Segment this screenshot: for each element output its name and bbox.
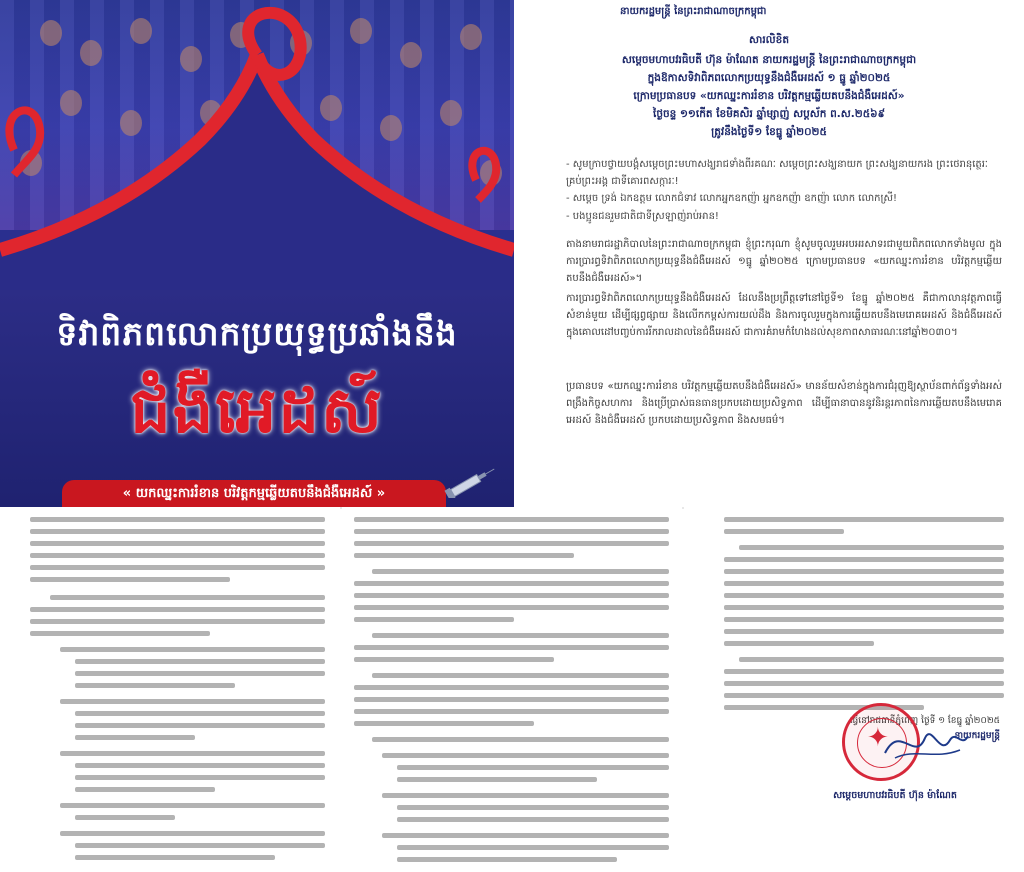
- official-seal: ✦: [842, 703, 920, 781]
- poster-title-main: ជំងឺអេដស៍: [130, 373, 384, 448]
- greeting-line: - សូមក្រាបថ្វាយបង្គំសម្តេចព្រះមហាសង្ឃរាជទាំងពីរគណៈ សម្តេចព្រះសង្ឃនាយក ព្រះសង្ឃនាយករង ព្រះថេរានុត្ថេរៈគ្រប់ព្រះអង្គ ជាទីគោរពសក្ការៈ!: [566, 159, 988, 187]
- page-2-text-lines: [0, 507, 340, 872]
- greeting-line: - បងប្អូនជនរួមជាតិជាទីស្រឡាញ់រាប់អាន!: [566, 211, 719, 222]
- letter-page-3: [342, 507, 682, 872]
- poster-image: [0, 0, 514, 507]
- letter-paragraph: ប្រធានបទ «យកឈ្នះការរំខាន បរិវត្តកម្មឆ្លើយតបនឹងជំងឺអេដស៍» មានន័យសំខាន់ក្នុងការជំរុញឱ្យស្ថាប័នពាក់ព័ន្ធទាំងអស់ពង្រឹងកិច្ចសហការ និងប្រើប្រាស់ធនធានប្រកបដោយប្រសិទ្ធភាព ដើម្បីធានាបាននូវនិរន្តរភាពនៃការឆ្លើយតបនឹងមេរោគអេដស៍ និងជំងឺអេដស៍ ប្រកបដោយប្រសិទ្ធភាព និងសមធម៌។: [566, 381, 1002, 426]
- signatory-name: សម្តេចមហាបវរធិបតី ហ៊ុន ម៉ាណែត: [833, 790, 957, 801]
- page-3-text-lines: [342, 507, 682, 872]
- letter-page-2: [0, 507, 340, 872]
- poster-theme: « យកឈ្នះការរំខាន បរិវត្តកម្មឆ្លើយតបនឹងជំងឺអេដស៍ »: [62, 480, 446, 507]
- letter-title-line: ក្រោមប្រធានបទ «យកឈ្នះការរំខាន បរិវត្តកម្មឆ្លើយតបនឹងជំងឺអេដស៍»: [633, 90, 905, 102]
- poster-title: ទិវាពិភពលោកប្រយុទ្ធប្រឆាំងនឹង: [56, 314, 458, 353]
- letter-header: នាយករដ្ឋមន្ត្រី នៃព្រះរាជាណាចក្រកម្ពុជា: [620, 6, 767, 17]
- letter-title-line: សម្តេចមហាបវរធិបតី ហ៊ុន ម៉ាណែត នាយករដ្ឋមន្ត្រី នៃព្រះរាជាណាចក្រកម្ពុជា: [621, 54, 917, 66]
- letter-title-line: ត្រូវនឹងថ្ងៃទី១ ខែធ្នូ ឆ្នាំ២០២៥: [711, 126, 827, 138]
- page-4-text-lines: [684, 507, 1024, 872]
- letter-paragraph: ការប្រារព្ធទិវាពិភពលោកប្រយុទ្ធនឹងជំងឺអេដស៍ ដែលនឹងប្រព្រឹត្តទៅនៅថ្ងៃទី១ ខែធ្នូ ឆ្នាំ២០២៥ គឺជាកាលានុវត្តភាពធ្វើសំខាន់មួយ ដើម្បីផ្សព្វផ្សាយ និងលើកកម្ពស់ការយល់ដឹង និងការចូលរួមក្នុងការឆ្លើយតបនឹងមេរោគអេដស៍ និងជំងឺអេដស៍ ក្នុងគោលដៅបញ្ចប់ការរីករាលដាលនៃជំងឺអេដស៍ ជាការគំរាមកំហែងដល់សុខភាពសាធារណៈនៅឆ្នាំ២០៣០។: [566, 293, 1002, 338]
- syringe-icon: [440, 468, 500, 498]
- letter-page-4: [684, 507, 1024, 872]
- letter-title: សារលិខិត: [749, 34, 789, 46]
- signature-office: នាយករដ្ឋមន្ត្រី: [954, 731, 1000, 741]
- handwritten-signature: [880, 718, 970, 768]
- letter-paragraph: តាងនាមរាជរដ្ឋាភិបាលនៃព្រះរាជាណាចក្រកម្ពុជា ខ្ញុំព្រះករុណា ខ្ញុំសូមចូលរួមអបអរសាទរជាមួយពិភពលោកទាំងមូល ក្នុងការប្រារព្ធទិវាពិភពលោកប្រយុទ្ធនឹងជំងឺអេដស៍ ១ធ្នូ ឆ្នាំ២០២៥ ក្រោមប្រធានបទ «យកឈ្នះការរំខាន បរិវត្តកម្មឆ្លើយតបនឹងជំងឺអេដស៍»។: [566, 239, 1002, 284]
- letter-title-line: ក្នុងឱកាសទិវាពិភពលោកប្រយុទ្ធនឹងជំងឺអេដស៍ ១ ធ្នូ ឆ្នាំ២០២៥: [647, 72, 891, 84]
- greeting-line: - សម្តេច ទ្រង់ ឯកឧត្តម លោកជំទាវ លោកអ្នកឧកញ៉ា អ្នកឧកញ៉ា ឧកញ៉ា លោក លោកស្រី!: [566, 193, 898, 204]
- letter-title-line: ថ្ងៃចន្ទ ១១កើត ខែមិគសិរ ឆ្នាំម្សាញ់ សប្តស័ក ព.ស.២៥៦៩: [653, 108, 885, 120]
- signature-date: ធ្វើនៅរាជធានីភ្នំពេញ ថ្ងៃទី ១ ខែធ្នូ ឆ្នាំ២០២៥: [849, 716, 1000, 726]
- ribbon-graphic: [0, 0, 514, 300]
